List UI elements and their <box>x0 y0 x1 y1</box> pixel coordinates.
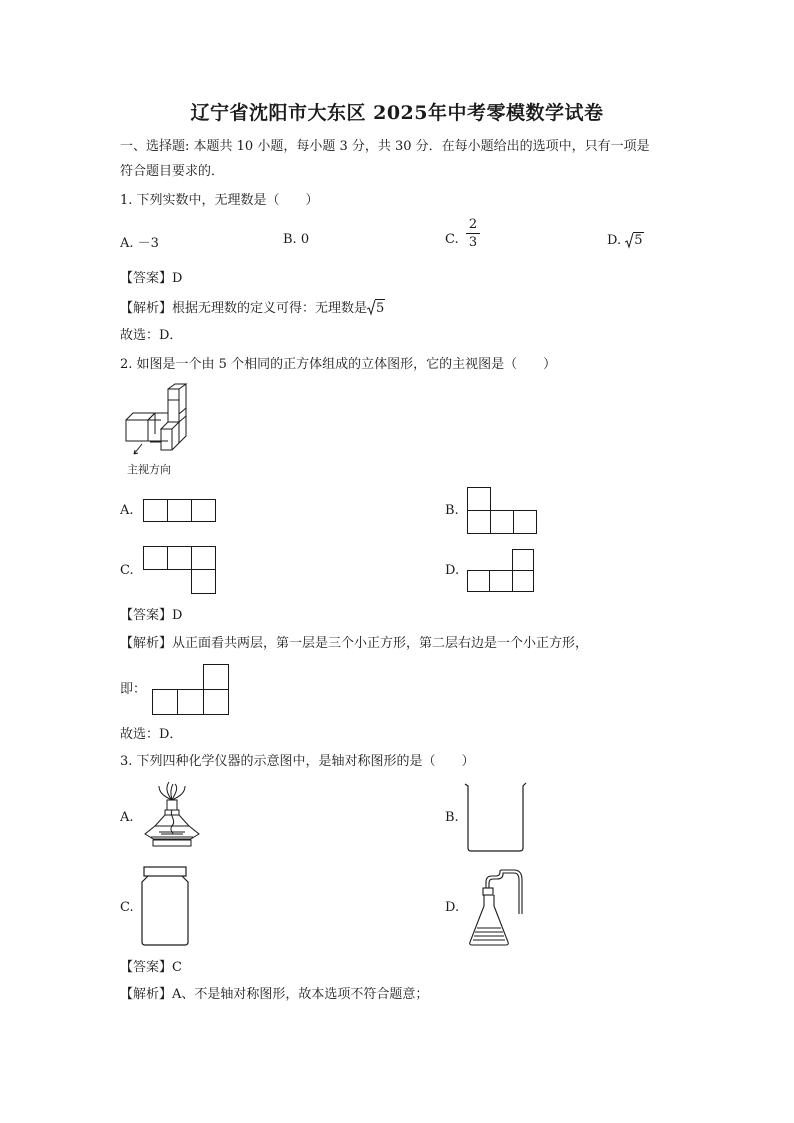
q2-stem: 2. 如图是一个由 5 个相同的正方体组成的立体图形，它的主视图是（ ） <box>120 357 557 372</box>
q1-analysis <box>120 299 385 318</box>
q3-analysis: 【解析】A、不是轴对称图形，故本选项不符合题意； <box>120 987 429 1002</box>
q1-option-b: B. 0 <box>283 232 310 247</box>
q1-option-d-radicand: 5 <box>634 233 643 248</box>
suction-flask-icon <box>466 870 530 950</box>
q1-option-d-label: D. <box>607 233 622 248</box>
sqrt-symbol <box>625 232 643 248</box>
q1-analysis-radicand: 5 <box>376 301 385 316</box>
q2-figure-caption: 主视方向 <box>127 463 171 476</box>
q1-option-c-label: C. <box>445 232 459 247</box>
q2-solid-figure <box>120 384 220 456</box>
section-heading-line1: 一、选择题: 本题共 10 小题，每小题 3 分，共 30 分．在每小题给出的选项中，只有一项是 <box>120 139 650 154</box>
q2-option-b: B. <box>445 503 459 518</box>
q2-choose: 故选：D． <box>120 727 183 742</box>
wide-mouth-bottle-icon <box>138 866 194 948</box>
q2-option-b-figure <box>467 487 541 535</box>
q2-option-c-figure <box>143 546 219 596</box>
sqrt-symbol <box>367 299 385 318</box>
q2-option-d: D. <box>445 563 460 578</box>
q3-stem: 3. 下列四种化学仪器的示意图中，是轴对称图形的是（ ） <box>120 754 475 769</box>
q1-analysis-text: 【解析】根据无理数的定义可得：无理数是 <box>120 301 368 316</box>
q1-option-c-fraction <box>466 217 480 250</box>
q3-answer: 【答案】C <box>120 960 182 975</box>
section-heading-line2: 符合题目要求的． <box>120 164 225 179</box>
q1-stem: 1. 下列实数中，无理数是（ ） <box>120 193 319 208</box>
q2-answer-figure <box>152 664 230 716</box>
q3-option-c: C. <box>120 900 134 915</box>
fraction-numerator: 2 <box>468 217 478 232</box>
q2-analysis: 【解析】从正面看共两层，第一层是三个小正方形，第二层右边是一个小正方形， <box>120 636 589 651</box>
q1-choose: 故选：D． <box>120 328 183 343</box>
q3-option-b: B. <box>445 810 459 825</box>
q2-ji-label: 即： <box>120 682 147 697</box>
q2-option-a: A. <box>120 503 134 518</box>
q2-answer: 【答案】D <box>120 608 183 623</box>
fraction-denominator: 3 <box>468 235 478 250</box>
q1-option-d <box>607 232 644 248</box>
beaker-icon <box>464 782 528 854</box>
q1-answer: 【答案】D <box>120 271 183 286</box>
radical-sign-icon <box>367 300 376 316</box>
radical-sign-icon <box>625 233 634 249</box>
page-title: 辽宁省沈阳市大东区 2025年中考零模数学试卷 <box>190 102 604 124</box>
q3-option-a: A. <box>120 810 134 825</box>
fraction-bar <box>466 233 480 234</box>
q3-option-d: D. <box>445 900 460 915</box>
alcohol-lamp-icon <box>143 782 201 858</box>
q2-option-d-figure <box>467 549 535 593</box>
q1-option-a: A. －3 <box>120 236 159 251</box>
q2-option-a-figure <box>143 499 217 523</box>
q2-option-c: C. <box>120 563 134 578</box>
